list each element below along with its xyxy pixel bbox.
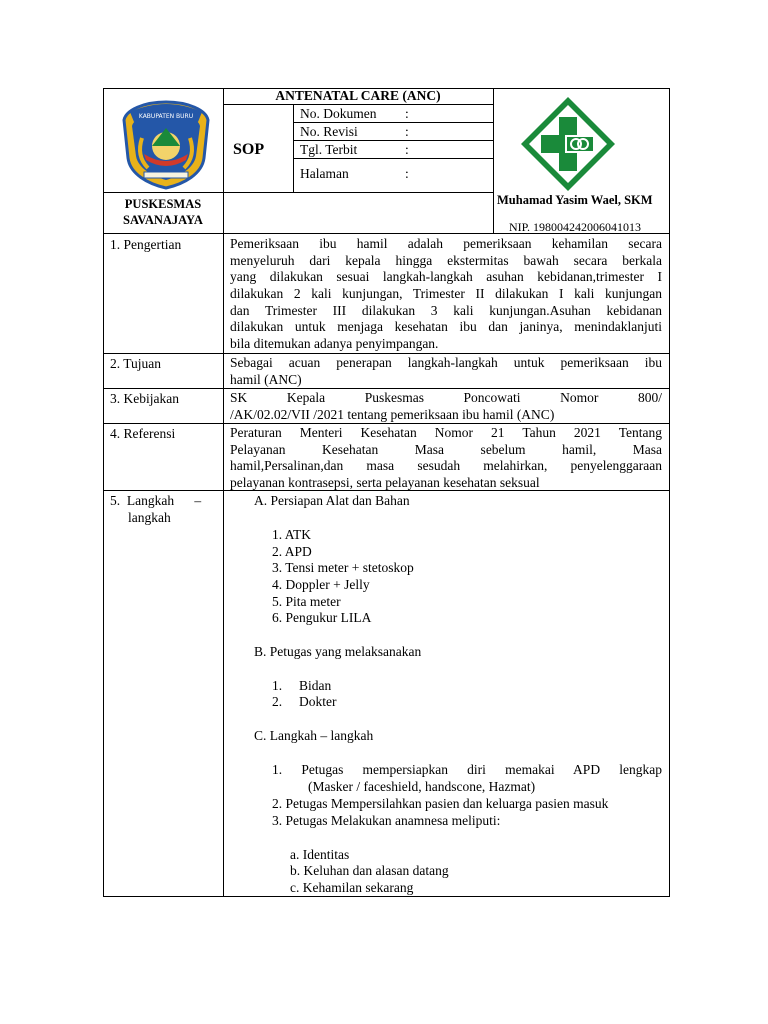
- meta-colon-no-revisi: :: [405, 124, 409, 139]
- section-body-tujuan: [230, 355, 662, 388]
- tujuan-line: Sebagai acuan penerapan langkah-langkah untuk pemeriksaan ibu: [230, 355, 662, 370]
- pengertian-line: dan Trimester III dilakukan 3 kali kunjungan.Asuhan kebidanan: [230, 302, 662, 318]
- regency-logo-text: KABUPATEN BURU: [138, 113, 194, 120]
- meta-label-no-revisi: No. Revisi: [300, 124, 358, 139]
- staff-list-item: 1. Bidan: [272, 678, 332, 693]
- section-body-referensi: [230, 425, 662, 492]
- referensi-line: pelayanan kontrasepsi, serta pelayanan kesehatan seksual: [230, 475, 540, 491]
- meta-colon-halaman: :: [405, 166, 409, 181]
- step-1-text: 1. Petugas mempersiapkan diri memakai APD lengkap: [272, 762, 662, 777]
- tujuan-line: hamil (ANC): [230, 371, 302, 387]
- step-item: [272, 761, 662, 778]
- meta-label-tgl-terbit: Tgl. Terbit: [300, 142, 358, 157]
- section-label-pengertian: 1. Pengertian: [110, 237, 182, 252]
- section-body-pengertian: [230, 236, 662, 353]
- sop-label: SOP: [233, 141, 265, 158]
- anamnesa-item: c. Kehamilan sekarang: [290, 880, 414, 895]
- anamnesa-item: a. Identitas: [290, 847, 350, 862]
- tool-list-item: 3. Tensi meter + stetoskop: [272, 560, 414, 575]
- pengertian-line: Pemeriksaan ibu hamil adalah pemeriksaan kehamilan secara: [230, 236, 662, 251]
- subsection-c-title: C. Langkah – langkah: [254, 728, 374, 743]
- step-item: 3. Petugas Melakukan anamnesa meliputi:: [272, 813, 501, 828]
- section-label-tujuan: 2. Tujuan: [110, 356, 162, 371]
- signer-name: Muhamad Yasim Wael, SKM: [497, 193, 653, 207]
- meta-label-no-dokumen: No. Dokumen: [300, 106, 377, 121]
- pengertian-line: menyeluruh dari kepala hingga ekstermitas bawah secara berkala: [230, 252, 662, 268]
- regency-logo: [118, 98, 214, 190]
- anamnesa-item: b. Keluhan dan alasan datang: [290, 863, 449, 878]
- referensi-line: Pelayanan Kesehatan Masa sebelum hamil, Masa: [230, 441, 662, 457]
- subsection-a-title: A. Persiapan Alat dan Bahan: [254, 493, 410, 508]
- meta-label-halaman: Halaman: [300, 166, 349, 181]
- puskesmas-name-line1: PUSKESMAS: [124, 197, 202, 211]
- tool-list-item: 4. Doppler + Jelly: [272, 577, 370, 592]
- document-title: ANTENATAL CARE (ANC): [275, 88, 441, 103]
- kebijakan-line: /AK/02.02/VII /2021 tentang pemeriksaan ibu hamil (ANC): [230, 406, 555, 422]
- tool-list-item: 5. Pita meter: [272, 594, 341, 609]
- meta-colon-tgl-terbit: :: [405, 142, 409, 157]
- puskesmas-logo: [519, 95, 617, 193]
- referensi-line: Peraturan Menteri Kesehatan Nomor 21 Tahun 2021 Tentang: [230, 425, 662, 440]
- tool-list-item: 2. APD: [272, 544, 312, 559]
- section-label-referensi: 4. Referensi: [110, 426, 176, 441]
- pengertian-line: dilakukan untuk menjaga kesehatan ibu dan janinya, menindaklanjuti: [230, 319, 662, 335]
- section-label-langkah-cont: langkah: [128, 510, 171, 525]
- step-item: 2. Petugas Mempersilahkan pasien dan keluarga pasien masuk: [272, 796, 609, 811]
- pengertian-line: yang dilakukan sesuai langkah-langkah asuhan kebidanan,trimester I: [230, 269, 662, 285]
- section-label-langkah: 5. Langkah –: [110, 493, 202, 508]
- puskesmas-name-line2: SAVANAJAYA: [123, 213, 203, 227]
- pengertian-line: bila ditemukan adanya penyimpangan.: [230, 336, 439, 352]
- subsection-b-title: B. Petugas yang melaksanakan: [254, 644, 422, 659]
- tool-list-item: 6. Pengukur LILA: [272, 610, 372, 625]
- kebijakan-line: SK Kepala Puskesmas Poncowati Nomor 800/: [230, 390, 662, 405]
- referensi-line: hamil,Persalinan,dan masa sesudah melahirkan, penyelenggaraan: [230, 458, 662, 474]
- section-body-kebijakan: [230, 390, 662, 423]
- pengertian-line: dilakukan 2 kali kunjungan, Trimester II dilakukan I kali kunjungan: [230, 286, 662, 302]
- meta-colon-no-dokumen: :: [405, 106, 409, 121]
- signer-nip: NIP. 198004242006041013: [509, 220, 642, 234]
- step-item-cont: (Masker / faceshield, handscone, Hazmat): [308, 779, 536, 794]
- section-label-kebijakan: 3. Kebijakan: [110, 391, 179, 406]
- staff-list-item: 2. Dokter: [272, 694, 337, 709]
- tool-list-item: 1. ATK: [272, 527, 312, 542]
